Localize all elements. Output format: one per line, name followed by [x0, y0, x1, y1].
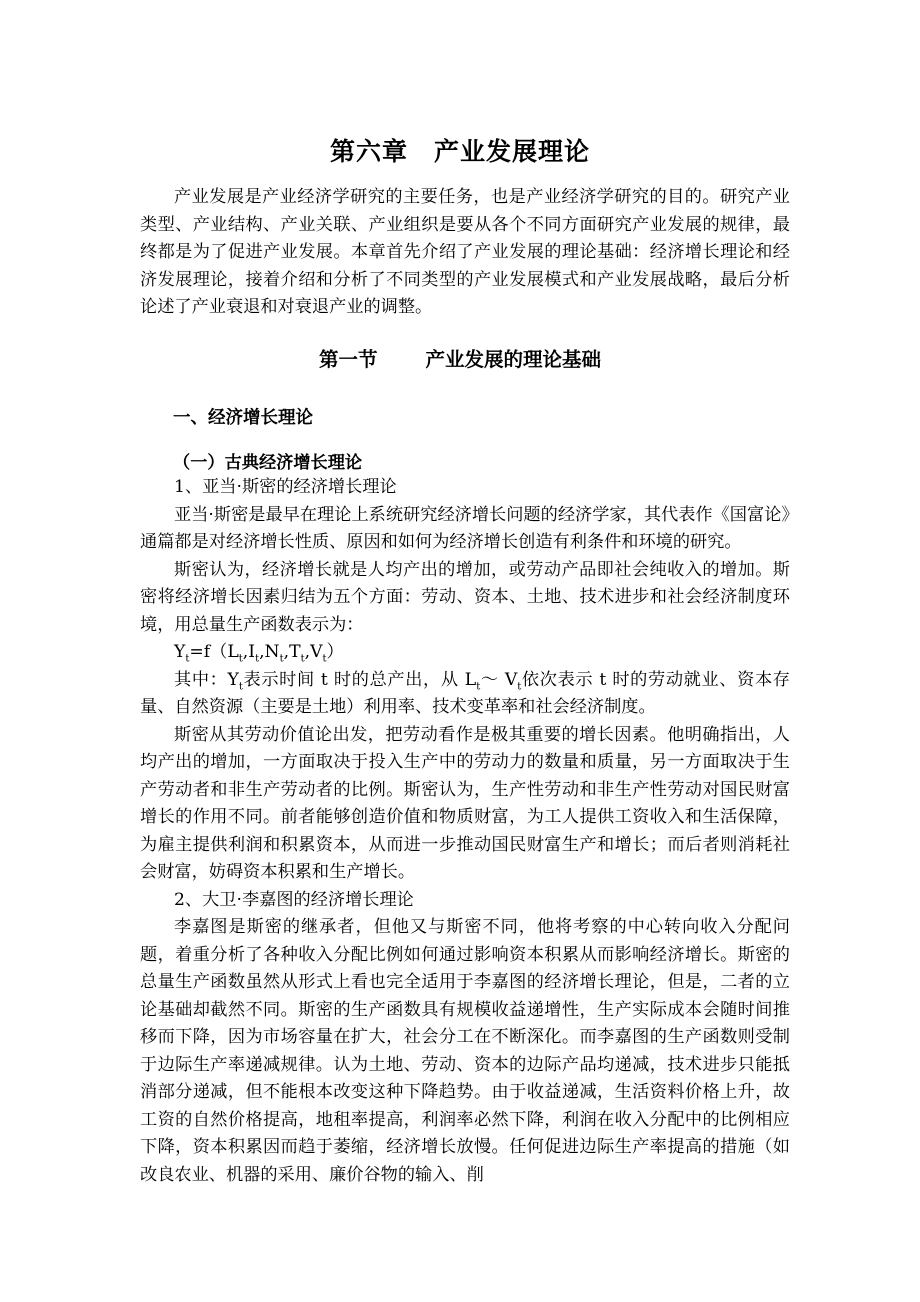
paragraph-ricardo: 李嘉图是斯密的继承者，但他又与斯密不同，他将考察的中心转向收入分配问题，着重分析了各种收入分配比例如何通过影响资本积累从而影响经济增长。斯密的总量生产函数虽然从形式上看也完全适用于李嘉图的经济增长理论，但是，二者的立论基础却截然不同。斯密的生产函数具有规模收益递增性，生产实际成本会随时间推移而下降，因为市场容量在扩大，社会分工在不断深化。而李嘉图的生产函数则受制于边际生产率递减规律。认为土地、劳动、资本的边际产品均递减，技术进步只能抵消部分递减，但不能根本改变这种下降趋势。由于收益递减，生活资料价格上升，故工资的自然价格提高，地租率提高，利润率必然下降，利润在收入分配中的比例相应下降，资本积累因而趋于萎缩，经济增长放慢。任何促进边际生产率提高的措施（如改良农业、机器的采用、廉价谷物的输入、削 [140, 917, 790, 1185]
production-function-formula: $Y_t=f(L_t,I_t,N_t,T_t,V_t)$ [174, 642, 344, 665]
heading-level-2: （一）古典经济增长理论 [173, 453, 363, 473]
chapter-number: 第六章 [329, 137, 408, 166]
chapter-name: 产业发展理论 [434, 137, 591, 166]
section-number: 第一节 [318, 348, 378, 371]
paragraph-smith-intro: 亚当·斯密是最早在理论上系统研究经济增长问题的经济学家，其代表作《国富论》通篇都是对经济增长性质、原因和如何为经济增长创造有利条件和环境的研究。 [140, 504, 790, 552]
subheading-smith: 1、亚当·斯密的经济增长理论 [174, 477, 397, 497]
intro-block [140, 184, 790, 322]
paragraph-labor-value: 斯密从其劳动价值论出发，把劳动看作是极其重要的增长因素。他明确指出，人均产出的增加，一方面取决于投入生产中的劳动力的数量和质量，另一方面取决于生产劳动者和非生产劳动者的比例。斯密认为，生产性劳动和非生产性劳动对国民财富增长的作用不同。前者能够创造价值和物质财富，为工人提供工资收入和生活保障，为雇主提供利润和积累资本，从而进一步推动国民财富生产和增长；而后者则消耗社会财富，妨碍资本积累和生产增长。 [140, 724, 790, 882]
subheading-ricardo: 2、大卫·李嘉图的经济增长理论 [174, 889, 414, 910]
section-title [0, 344, 920, 372]
heading-level-1: 一、经济增长理论 [173, 408, 313, 428]
paragraph-smith-growth: 斯密认为，经济增长就是人均产出的增加，或劳动产品即社会纯收入的增加。斯密将经济增长因素归结为五个方面：劳动、资本、土地、技术进步和社会经济制度环境，用总量生产函数表示为： [140, 559, 790, 635]
intro-paragraph: 产业发展是产业经济学研究的主要任务，也是产业经济学研究的目的。研究产业类型、产业结构、产业关联、产业组织是要从各个不同方面研究产业发展的规律，最终都是为了促进产业发展。本章首先介绍了产业发展的理论基础：经济增长理论和经济发展理论，接着介绍和分析了不同类型的产业发展模式和产业发展战略，最后分析论述了产业衰退和对衰退产业的调整。 [140, 187, 790, 317]
section-name: 产业发展的理论基础 [425, 348, 602, 371]
body-block [140, 474, 790, 1189]
chapter-title [0, 132, 920, 168]
paragraph-formula-explanation: 其中：$Y_t$表示时间 t 时的总产出，从 $L_t\sim$ $V_t$依次表示 t 时的劳动就业、资本存量、自然资源（主要是土地）利用率、技术变革率和社会经济制度。 [140, 669, 790, 717]
